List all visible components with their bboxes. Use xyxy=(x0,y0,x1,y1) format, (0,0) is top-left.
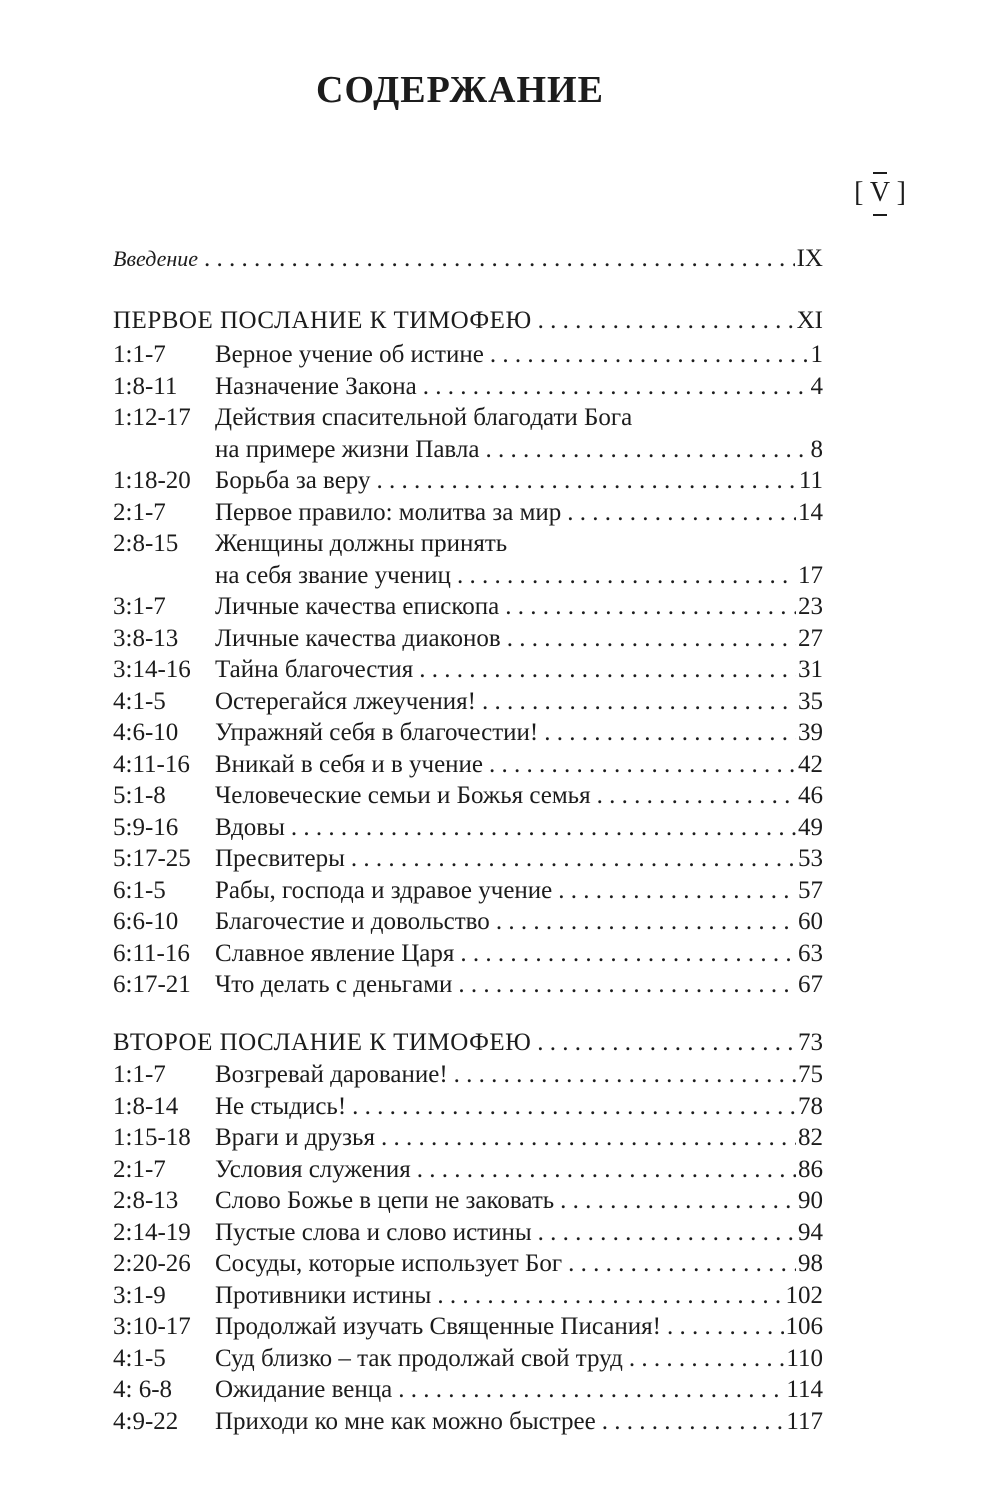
toc-leader-dots xyxy=(437,1281,783,1311)
toc-leader-dots xyxy=(537,1028,796,1058)
toc-leader-dots xyxy=(560,1186,796,1216)
toc-entry-row xyxy=(113,1375,823,1405)
toc-entry-title: Личные качества епископа xyxy=(215,593,500,620)
toc-entry-row xyxy=(113,939,823,969)
toc-entry-title: Борьба за веру xyxy=(215,467,371,494)
toc-entry-page: 75 xyxy=(798,1061,823,1088)
toc-entry-page: 57 xyxy=(798,876,823,904)
toc-entry-ref: 3:10-17 xyxy=(113,1313,191,1340)
toc-entry-page: 60 xyxy=(798,908,823,935)
toc-entry-title: Славное явление Царя xyxy=(215,939,455,967)
toc-leader-dots xyxy=(629,1344,785,1374)
toc-leader-dots xyxy=(489,750,796,780)
toc-entry-title: Назначение Закона xyxy=(215,372,417,400)
toc-entry-title-continued: на примере жизни Павла xyxy=(215,435,480,463)
toc-entry-ref: 1:1-7 xyxy=(113,341,166,368)
toc-entry-page: 78 xyxy=(798,1092,823,1120)
toc-leader-dots xyxy=(507,624,796,654)
toc-entry-row xyxy=(113,1281,823,1311)
toc-entry-page: 53 xyxy=(798,845,823,872)
toc-entry-ref: 6:1-5 xyxy=(113,876,166,904)
toc-entry-row xyxy=(113,907,823,937)
toc-entry-title: Действия спасительной благодати Бога xyxy=(215,404,633,431)
toc-entry-page: 4 xyxy=(810,372,823,400)
toc-entry-page: 67 xyxy=(798,971,823,998)
toc-entry-row xyxy=(113,403,823,433)
toc-entry-ref: 4:6-10 xyxy=(113,719,179,746)
toc-entry-row xyxy=(113,624,823,654)
toc-entry-row xyxy=(113,1123,823,1153)
page-marker-number: V xyxy=(869,177,890,208)
toc-entry-title: Что делать с деньгами xyxy=(215,971,453,998)
toc-entry-ref: 2:8-15 xyxy=(113,530,179,557)
toc-entry-title: Упражняй себя в благочестии! xyxy=(215,719,539,746)
toc-leader-dots xyxy=(597,781,796,811)
toc-entry-title: Слово Божье в цепи не заковать xyxy=(215,1187,555,1214)
toc-part2-heading-label: ВТОРОЕ ПОСЛАНИЕ К ТИМОФЕЮ xyxy=(113,1029,532,1056)
toc-entry-page: 49 xyxy=(798,813,823,841)
toc-entry-ref: 6:6-10 xyxy=(113,908,179,935)
toc-entry-title: Условия служения xyxy=(215,1155,411,1183)
toc-entry-page: 1 xyxy=(810,341,823,368)
toc-entry-page: 14 xyxy=(798,498,823,526)
toc-entry-title: Приходи ко мне как можно быстрее xyxy=(215,1407,596,1435)
toc-entry-page: 90 xyxy=(798,1187,823,1214)
toc-leader-dots xyxy=(351,844,796,874)
toc-entry-ref: 1:18-20 xyxy=(113,467,191,494)
toc-entry-page: 98 xyxy=(798,1250,823,1277)
toc-entry-row xyxy=(113,1312,823,1342)
toc-entry-ref: 4:1-5 xyxy=(113,687,166,715)
toc-entry-ref: 2:1-7 xyxy=(113,498,166,526)
toc-entry-row xyxy=(113,655,823,685)
toc-entry-row xyxy=(113,1155,823,1185)
toc-entry-ref: 1:12-17 xyxy=(113,404,191,431)
toc-leader-dots xyxy=(538,306,795,336)
toc-entry-ref: 4:1-5 xyxy=(113,1344,166,1372)
toc-entry-page: 35 xyxy=(798,687,823,715)
toc-part1-heading-page: XI xyxy=(796,307,823,334)
toc-leader-dots xyxy=(568,1249,796,1279)
toc-entry-ref: 5:9-16 xyxy=(113,813,179,841)
toc-entry-page: 39 xyxy=(798,719,823,746)
toc-entry-row xyxy=(113,687,823,717)
toc-entry-continuation xyxy=(113,561,823,591)
toc-leader-dots xyxy=(538,1218,796,1248)
toc-entry-row xyxy=(113,372,823,402)
toc-part1-heading-label: ПЕРВОЕ ПОСЛАНИЕ К ТИМОФЕЮ xyxy=(113,307,532,334)
toc-entry-page: 114 xyxy=(786,1376,823,1403)
toc-entry-row xyxy=(113,1344,823,1374)
toc-part2-heading xyxy=(113,1028,823,1058)
toc-entry-title: Рабы, господа и здравое учение xyxy=(215,876,553,904)
toc-entry-ref: 2:1-7 xyxy=(113,1155,166,1183)
toc-leader-dots xyxy=(381,1123,796,1153)
toc-leader-dots xyxy=(490,340,809,370)
toc-leader-dots xyxy=(602,1407,785,1437)
toc-entry-ref: 6:17-21 xyxy=(113,971,191,998)
toc-entry-row xyxy=(113,1060,823,1090)
toc-entry-row xyxy=(113,1218,823,1248)
toc-leader-dots xyxy=(667,1312,784,1342)
page-marker-top-rule xyxy=(873,172,887,174)
toc-entry-ref: 6:11-16 xyxy=(113,939,190,967)
toc-intro-label: Введение xyxy=(113,246,199,271)
page-title: СОДЕРЖАНИЕ xyxy=(316,69,604,111)
toc-leader-dots xyxy=(454,1060,796,1090)
toc-entry-page: 102 xyxy=(785,1281,823,1309)
toc-entry-page: 117 xyxy=(786,1407,823,1435)
toc-entry-page: 94 xyxy=(798,1218,823,1246)
toc-entry-title: Первое правило: молитва за мир xyxy=(215,498,562,526)
toc-leader-dots xyxy=(291,813,796,843)
toc-entry-title: Верное учение об истине xyxy=(215,341,484,368)
toc-leader-dots xyxy=(496,907,796,937)
toc-entry-page: 23 xyxy=(798,593,823,620)
toc-entry-ref: 4:9-22 xyxy=(113,1407,179,1435)
toc-entry-title: Ожидание венца xyxy=(215,1376,393,1403)
toc-leader-dots xyxy=(460,939,796,969)
toc-entry-ref: 1:1-7 xyxy=(113,1061,166,1088)
page-marker-label: [ V ] xyxy=(854,177,906,208)
toc-entry-ref: 3:14-16 xyxy=(113,656,191,683)
toc-entry-page: 63 xyxy=(798,939,823,967)
toc-entry-page: 11 xyxy=(798,467,823,494)
toc-entry-row xyxy=(113,844,823,874)
toc-entry-ref: 2:8-13 xyxy=(113,1187,179,1214)
toc-entry-title: Человеческие семьи и Божья семья xyxy=(215,782,591,809)
toc-leader-dots xyxy=(398,1375,784,1405)
toc-leader-dots xyxy=(204,244,795,274)
toc-entry-title: Тайна благочестия xyxy=(215,656,414,683)
toc-leader-dots xyxy=(485,435,808,465)
toc-entry-title: Враги и друзья xyxy=(215,1124,375,1151)
toc-entry-ref: 4:11-16 xyxy=(113,750,190,778)
toc-intro-page: IX xyxy=(796,245,823,272)
toc-leader-dots xyxy=(458,970,796,1000)
toc-entry-title: Противники истины xyxy=(215,1281,432,1309)
toc-entry-title: Пустые слова и слово истины xyxy=(215,1218,532,1246)
toc-entry-title: Остерегайся лжеучения! xyxy=(215,687,476,715)
toc-entry-row xyxy=(113,1249,823,1279)
toc-entry-page: 86 xyxy=(798,1155,823,1183)
toc-entry-row xyxy=(113,340,823,370)
toc-entry-row xyxy=(113,876,823,906)
toc-entry-page: 82 xyxy=(798,1124,823,1151)
toc-entry-ref: 5:17-25 xyxy=(113,845,191,872)
toc-entry-ref: 1:15-18 xyxy=(113,1124,191,1151)
toc-entry-ref: 2:14-19 xyxy=(113,1218,191,1246)
toc-leader-dots xyxy=(419,655,796,685)
toc-entry-ref: 3:1-7 xyxy=(113,593,166,620)
toc-entry-title: Не стыдись! xyxy=(215,1092,347,1120)
toc-entry-page: 42 xyxy=(798,750,823,778)
toc-entry-page: 31 xyxy=(798,656,823,683)
toc-part2-heading-page: 73 xyxy=(798,1029,823,1056)
toc-entry-title: Вдовы xyxy=(215,813,285,841)
toc-entry-ref: 1:8-14 xyxy=(113,1092,179,1120)
toc-entry-row xyxy=(113,750,823,780)
toc-entry-row xyxy=(113,1407,823,1437)
toc-entry-title: Возгревай дарование! xyxy=(215,1061,448,1088)
toc-entry-ref: 3:1-9 xyxy=(113,1281,166,1309)
toc-entry-title: Женщины должны принять xyxy=(215,530,508,557)
toc-leader-dots xyxy=(352,1092,796,1122)
toc-leader-dots xyxy=(567,498,796,528)
toc-leader-dots xyxy=(423,372,809,402)
toc-leader-dots xyxy=(376,466,796,496)
toc-entry-title: Вникай в себя и в учение xyxy=(215,750,484,778)
toc-entry-row xyxy=(113,813,823,843)
toc-entry-title: Благочестие и довольство xyxy=(215,908,490,935)
toc-entry-row xyxy=(113,529,823,559)
page-number-marker xyxy=(852,160,908,224)
toc-entry-row xyxy=(113,466,823,496)
toc-intro-row xyxy=(113,244,823,274)
toc-entry-page: 110 xyxy=(786,1344,823,1372)
toc-entry-page: 27 xyxy=(798,624,823,652)
toc-entry-ref: 4: 6-8 xyxy=(113,1376,173,1403)
toc-entry-page: 46 xyxy=(798,782,823,809)
toc-entry-title: Суд близко – так продолжай свой труд xyxy=(215,1344,623,1372)
toc-entry-page: 17 xyxy=(798,561,823,589)
toc-leader-dots xyxy=(505,592,796,622)
toc-leader-dots xyxy=(558,876,796,906)
toc-entry-title: Пресвитеры xyxy=(215,845,345,872)
toc-leader-dots xyxy=(544,718,796,748)
toc-entry-title-continued: на себя звание учениц xyxy=(215,561,451,589)
toc-entry-row xyxy=(113,1092,823,1122)
toc-entry-row xyxy=(113,718,823,748)
toc-leader-dots xyxy=(417,1155,796,1185)
toc-entry-ref: 3:8-13 xyxy=(113,624,179,652)
toc-entry-row xyxy=(113,781,823,811)
toc-entry-title: Продолжай изучать Священные Писания! xyxy=(215,1313,661,1340)
toc-entry-row xyxy=(113,498,823,528)
toc-entry-title: Личные качества диаконов xyxy=(215,624,501,652)
toc-entry-ref: 2:20-26 xyxy=(113,1250,191,1277)
toc-leader-dots xyxy=(457,561,796,591)
toc-entry-ref: 5:1-8 xyxy=(113,782,166,809)
toc-entry-ref: 1:8-11 xyxy=(113,372,178,400)
toc-entry-row xyxy=(113,970,823,1000)
toc-entry-page: 8 xyxy=(810,435,823,463)
toc-leader-dots xyxy=(482,687,796,717)
toc-entry-continuation xyxy=(113,435,823,465)
toc-entry-title: Сосуды, которые использует Бог xyxy=(215,1250,563,1277)
toc-entry-row xyxy=(113,1186,823,1216)
toc-part1-heading xyxy=(113,306,823,336)
page-marker-bottom-rule xyxy=(873,214,887,216)
toc-entry-row xyxy=(113,592,823,622)
toc-entry-page: 106 xyxy=(785,1313,823,1340)
